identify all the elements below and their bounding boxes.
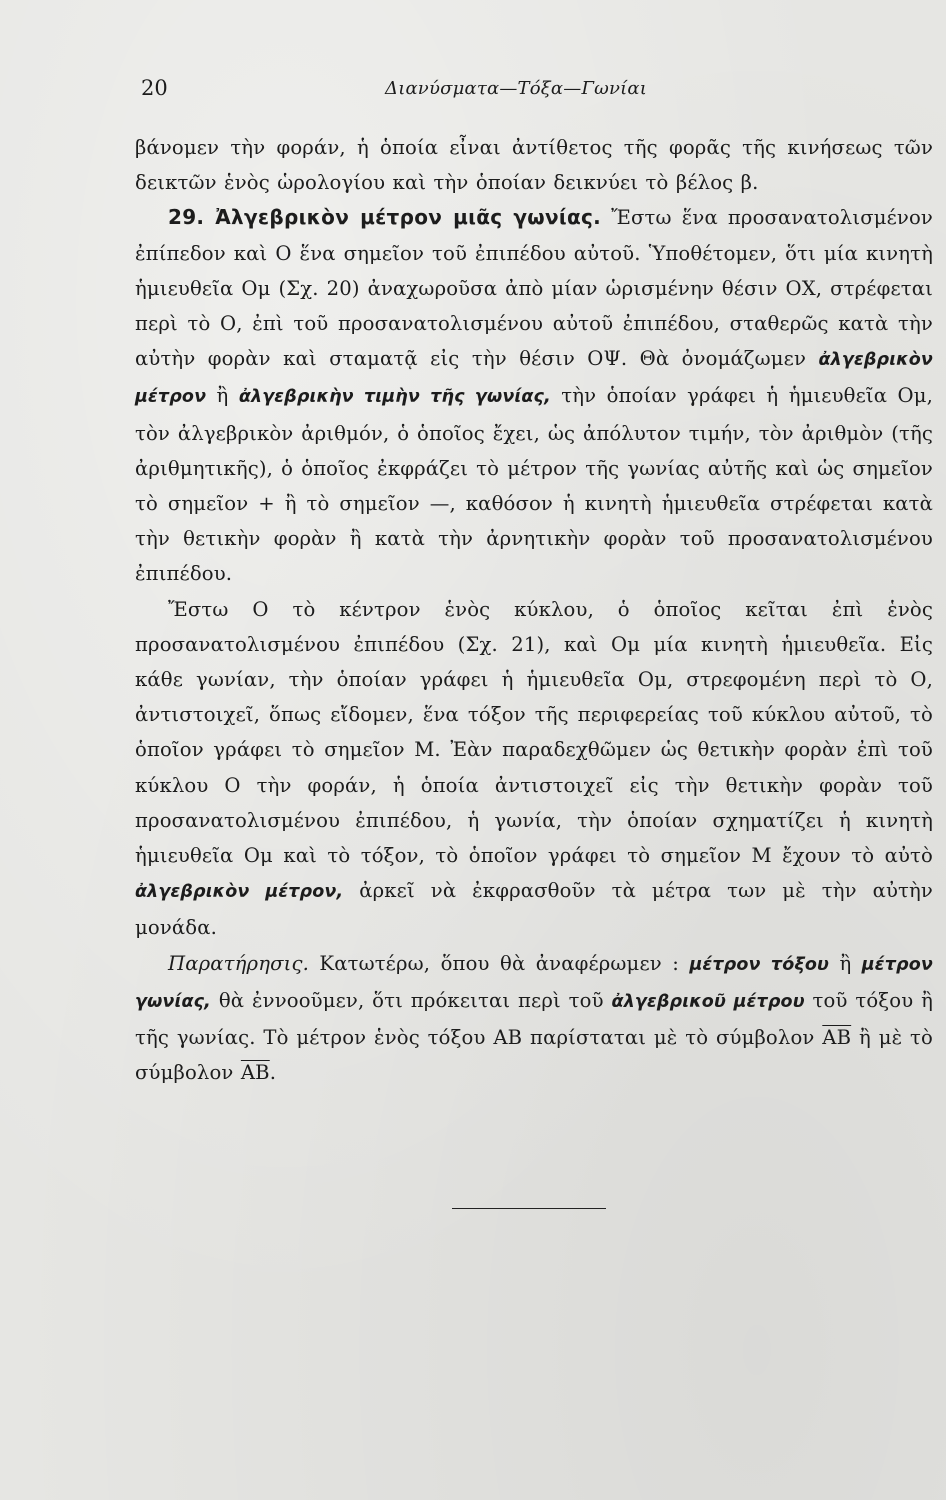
term-arc-measure: μέτρον τόξου: [689, 954, 830, 975]
paragraph-section-29: 29. Ἀλγεβρικὸν μέτρον μιᾶς γωνίας. Ἔστω ἕνα προσανατολισμένον ἐπίπεδον καὶ Ο ἕνα σημεῖον τοῦ ἐπιπέδου αὐτοῦ. Ὑποθέτομεν, ὅτι μία κινητὴ ἡμιευθεῖα Ομ (Σχ. 20) ἀναχωροῦσα ἀπὸ μίαν ὡρισμένην θέσιν ΟΧ, στρέφεται περὶ τὸ Ο, ἐπὶ τοῦ προσανατολισμένου αὐτοῦ ἐπιπέδου, σταθερῶς κατὰ τὴν αὐτὴν φορὰν καὶ σταματᾷ εἰς τὴν θέσιν ΟΨ. Θὰ ὀνομάζωμεν ἀλγεβρικὸν μέτρον ἢ ἀλγεβρικὴν τιμὴν τῆς γωνίας, τὴν ὁποίαν γράφει ἡ ἡμιευθεῖα Ομ, τὸν ἀλγεβρικὸν ἀριθμόν, ὁ ὁποῖος ἔχει, ὡς ἀπόλυτον τιμήν, τὸν ἀριθμὸν (τῆς ἀριθμητικῆς), ὁ ὁποῖος ἐκφράζει τὸ μέτρον τῆς γωνίας αὐτῆς καὶ ὡς σημεῖον τὸ σημεῖον + ἢ τὸ σημεῖον —, καθόσον ἡ κινητὴ ἡμιευθεῖα στρέφεται κατὰ τὴν θετικὴν φορὰν ἢ κατὰ τὴν ἀρνητικὴν φορὰν τοῦ προσανατολισμένου ἐπιπέδου.: [135, 205, 933, 586]
paragraph-circle: Ἔστω Ο τὸ κέντρον ἑνὸς κύκλου, ὁ ὁποῖος κεῖται ἐπὶ ἑνὸς προσανατολισμένου ἐπιπέδου (Σχ. 21), καὶ Ομ μία κινητὴ ἡμιευθεῖα. Εἰς κάθε γωνίαν, τὴν ὁποίαν γράφει ἡ ἡμιευθεῖα Ομ, στρεφομένη περὶ τὸ Ο, ἀντιστοιχεῖ, ὅπως εἴδομεν, ἕνα τόξον τῆς περιφερείας τοῦ κύκλου αὐτοῦ, τὸ ὁποῖον γράφει τὸ σημεῖον Μ. Ἐὰν παραδεχθῶμεν ὡς θετικὴν φορὰν ἐπὶ τοῦ κύκλου Ο τὴν φοράν, ἡ ὁποία ἀντιστοιχεῖ εἰς τὴν θετικὴν φορὰν τοῦ προσανατολισμένου ἐπιπέδου, ἡ γωνία, τὴν ὁποίαν σχηματίζει ἡ κινητὴ ἡμιευθεῖα Ομ καὶ τὸ τόξον, τὸ ὁποῖον γράφει τὸ σημεῖον Μ ἔχουν τὸ αὐτὸ ἀλγεβρικὸν μέτρον, ἀρκεῖ νὰ ἐκφρασθοῦν τὰ μέτρα των μὲ τὴν αὐτὴν μονάδα.: [135, 597, 933, 940]
paragraph-remark: Παρατήρησις. Κατωτέρω, ὅπου θὰ ἀναφέρωμεν : μέτρον τόξου ἢ μέτρον γωνίας, θὰ ἐννοοῦμεν, ὅτι πρόκειται περὶ τοῦ ἀλγεβρικοῦ μέτρου τοῦ τόξου ἢ τῆς γωνίας. Τὸ μέτρον ἑνὸς τόξου ΑΒ παρίσταται μὲ τὸ σύμβολον $\overline{AB}$ ἢ μὲ τὸ σύμβολον $\overline{AB}$.: [135, 951, 933, 1085]
page-header: [0, 76, 946, 106]
page-number: 20: [141, 76, 168, 100]
vector-symbol: $\overline{AB}$: [240, 1061, 270, 1085]
term-angle-measure: μέτρον γωνίας,: [135, 954, 933, 1012]
term-algebraic-value: ἀλγεβρικὴν τιμὴν τῆς γωνίας,: [238, 387, 551, 408]
term-algebraic-measure-3: ἀλγεβρικοῦ μέτρου: [611, 991, 805, 1012]
body-text: [135, 130, 933, 1090]
remark-label: Παρατήρησις.: [168, 951, 309, 975]
paragraph-continuation: βάνομεν τὴν φοράν, ἡ ὁποία εἶναι ἀντίθετος τῆς φορᾶς τῆς κινήσεως τῶν δεικτῶν ἑνὸς ὡρολογίου καὶ τὴν ὁποίαν δεικνύει τὸ βέλος β.: [135, 136, 933, 195]
footnote-divider: [452, 1208, 606, 1209]
running-head: Διανύσματα—Τόξα—Γωνίαι: [385, 78, 648, 99]
arc-symbol: $\overline{AB}$: [822, 1026, 852, 1050]
term-algebraic-measure-2: ἀλγεβρικὸν μέτρον,: [135, 882, 344, 903]
section-heading: 29. Ἀλγεβρικὸν μέτρον μιᾶς γωνίας.: [168, 205, 602, 230]
term-algebraic-measure: ἀλγεβρικὸν μέτρον: [135, 350, 933, 408]
